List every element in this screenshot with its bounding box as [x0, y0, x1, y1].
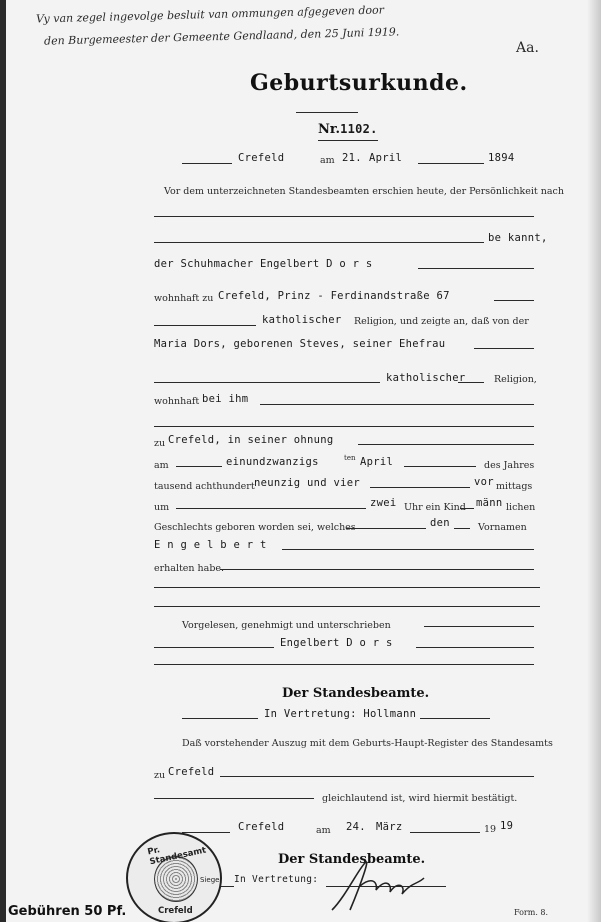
- rule: [358, 444, 534, 445]
- rule: [458, 382, 484, 383]
- title-rule: [296, 112, 358, 113]
- vornamen-text: Vornamen: [478, 522, 527, 533]
- cert-am-label: am: [316, 825, 331, 836]
- rule: [260, 404, 534, 405]
- rule: [154, 325, 256, 326]
- zu-label: zu: [154, 438, 166, 449]
- cert-zu-label: zu: [154, 770, 166, 781]
- form-number: Form. 8.: [514, 908, 549, 917]
- birth-month: April: [360, 456, 394, 468]
- rule: [182, 163, 232, 164]
- number-prefix: Nr.: [318, 122, 341, 137]
- des-jahres: des Jahres: [484, 460, 535, 471]
- official-signature: In Vertretung: Hollmann: [264, 708, 417, 720]
- issue-year: 1894: [488, 152, 515, 164]
- fee-stamp: Gebühren 50 Pf.: [8, 904, 127, 919]
- rule: [154, 426, 534, 427]
- birth-place: Crefeld, in seiner ohnung: [168, 434, 334, 446]
- religion-text-1: Religion, und zeigte an, daß von der: [354, 316, 529, 327]
- issue-day: 21.: [342, 152, 362, 164]
- seal-bottom-text: Crefeld: [158, 906, 193, 916]
- rule: [182, 718, 258, 719]
- informant-name: der Schuhmacher Engelbert D o r s: [154, 258, 373, 270]
- number-underline: [318, 140, 378, 141]
- cert-place-2: Crefeld: [238, 821, 285, 833]
- rule: [424, 626, 534, 627]
- intro-text: Vor dem unterzeichneten Standesbeamten erschien heute, der Persönlichkeit nach: [164, 186, 564, 197]
- rule: [220, 569, 534, 570]
- informant-address: Crefeld, Prinz - Ferdinandstraße 67: [218, 290, 450, 302]
- issue-place: Crefeld: [238, 152, 285, 164]
- vor-nach: vor: [474, 476, 494, 488]
- document-title: Geburtsurkunde.: [250, 70, 468, 96]
- lichen-text: lichen: [506, 502, 536, 513]
- seal-top-text: Pr. Standesamt: [146, 845, 208, 868]
- rule: [404, 466, 476, 467]
- mother-religion: katholischer: [386, 372, 466, 384]
- um-label: um: [154, 502, 170, 513]
- rule: [418, 268, 534, 269]
- am-label-2: am: [154, 460, 169, 471]
- rule: [220, 776, 534, 777]
- rule: [474, 348, 534, 349]
- rule: [370, 487, 470, 488]
- rule: [346, 528, 426, 529]
- birth-day-words: einundzwanzigs: [226, 456, 319, 468]
- cert-year-suffix: 19: [500, 820, 514, 832]
- rule: [176, 466, 222, 467]
- bekannt-text: be kannt,: [488, 232, 548, 244]
- birth-year-words: neunzig und vier: [254, 477, 360, 489]
- official-heading: Der Standesbeamte.: [282, 686, 430, 701]
- informant-religion: katholischer: [262, 314, 342, 326]
- rule: [420, 718, 490, 719]
- cert-vertreter: In Vertretung:: [234, 874, 319, 885]
- den-text: den: [430, 517, 450, 529]
- page-edge-shadow: [587, 0, 601, 922]
- birth-hour: zwei: [370, 497, 397, 509]
- rule: [416, 647, 534, 648]
- handwritten-note-line2: den Burgemeester der Gemeente Gendlaand, den 25 Juni 1919.: [43, 25, 400, 48]
- official-seal: [126, 832, 222, 922]
- gleichlautend-text: gleichlautend ist, wird hiermit bestätigt.: [322, 793, 518, 804]
- erhalten-text: erhalten habe.: [154, 563, 225, 574]
- rule: [154, 798, 314, 799]
- religion-text-2: Religion,: [494, 374, 537, 385]
- cert-place: Crefeld: [168, 766, 215, 778]
- wohnhaft2-label: wohnhaft: [154, 396, 200, 407]
- rule: [154, 216, 534, 217]
- rule: [154, 382, 380, 383]
- geschlecht-text: Geschlechts geboren worden sei, welches: [154, 522, 356, 533]
- mother-name: Maria Dors, geborenen Steves, seiner Ehefrau: [154, 338, 446, 350]
- certificate-number: [318, 122, 378, 137]
- cert-day: 24.: [346, 821, 366, 833]
- rule: [182, 832, 230, 833]
- informant-signature: Engelbert D o r s: [280, 637, 393, 649]
- number-value: 1102.: [340, 122, 378, 136]
- am-label: am: [320, 155, 335, 166]
- rule: [154, 647, 274, 648]
- rule: [154, 242, 484, 243]
- cert-year-prefix: 19: [484, 824, 497, 835]
- tausend-text: tausend achthundert: [154, 481, 255, 492]
- rule: [410, 832, 480, 833]
- ten-suffix: ten: [344, 454, 356, 462]
- child-gender: männ: [476, 497, 503, 509]
- rule: [494, 300, 534, 301]
- child-first-name: E n g e l b e r t: [154, 539, 267, 551]
- uhr-text: Uhr ein Kind: [404, 502, 466, 513]
- rule: [418, 163, 484, 164]
- mittags-text: mittags: [496, 481, 533, 492]
- mother-residence: bei ihm: [202, 393, 249, 405]
- rule: [282, 549, 534, 550]
- rule: [176, 508, 366, 509]
- register-mark: Aa.: [516, 40, 539, 56]
- official-handwritten-signature: [326, 856, 436, 916]
- handwritten-note-line1: Vy van zegel ingevolge besluit van ommungen afgegeven door: [35, 3, 385, 26]
- seal-right-text: Siegel: [200, 876, 222, 884]
- rule: [154, 606, 540, 607]
- issue-month: April: [369, 152, 403, 164]
- rule: [220, 886, 234, 887]
- cert-month: März: [376, 821, 403, 833]
- wohnhaft-label: wohnhaft zu: [154, 293, 214, 304]
- rule: [460, 508, 474, 509]
- rule: [154, 664, 534, 665]
- vorgelesen-text: Vorgelesen, genehmigt und unterschrieben: [182, 620, 391, 631]
- certification-text: Daß vorstehender Auszug mit dem Geburts-Haupt-Register des Standesamts: [182, 738, 553, 749]
- rule: [154, 587, 540, 588]
- rule: [454, 528, 470, 529]
- cert-official-heading: Der Standesbeamte.: [278, 852, 426, 867]
